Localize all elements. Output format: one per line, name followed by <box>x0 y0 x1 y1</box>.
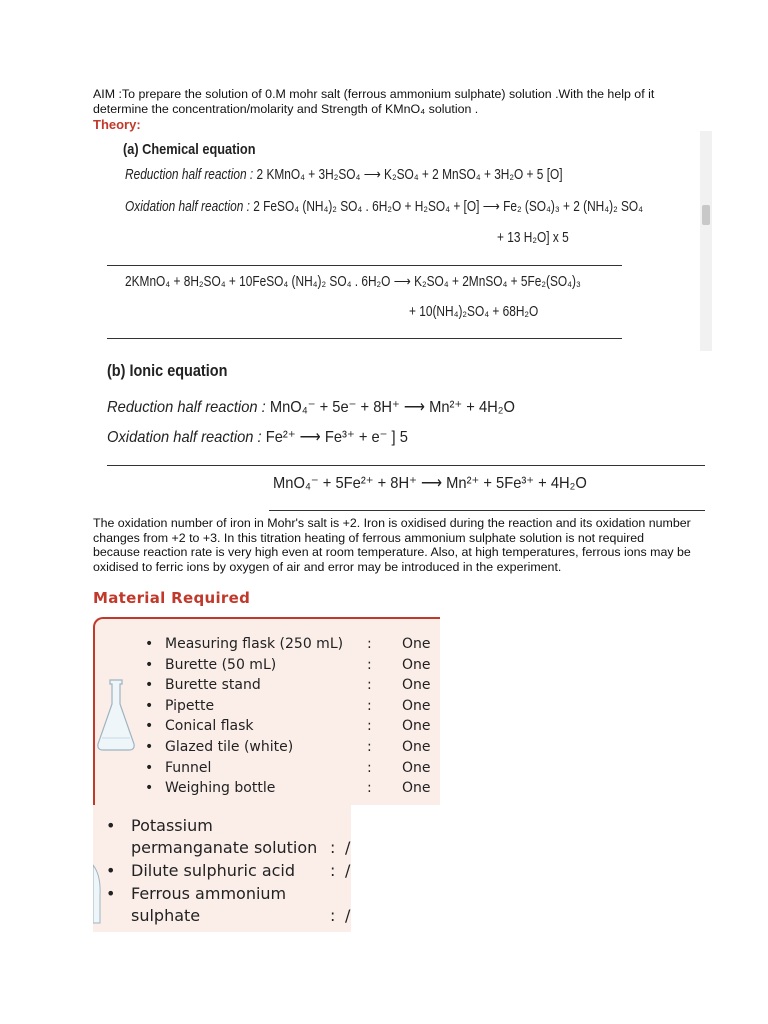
apparatus-item-colon: : <box>367 739 372 755</box>
apparatus-item-quantity: One <box>402 739 431 755</box>
conical-flask-icon <box>96 678 136 752</box>
apparatus-item-name: Burette stand <box>165 677 261 693</box>
ionic-reduction-equation: MnO₄⁻ + 5e⁻ + 8H⁺ ⟶ Mn²⁺ + 4H₂O <box>269 399 515 416</box>
equation-figure <box>93 131 713 516</box>
chemical-item-3-cut: / <box>345 906 351 925</box>
chem-oxidation-equation: 2 FeSO₄ (NH₄)₂ SO₄ . 6H₂O + H₂SO₄ + [O] ⟶ Fe₂ (SO₄)₃ + 2 (NH₄)₂ SO₄ <box>253 199 644 215</box>
apparatus-item-colon: : <box>367 698 372 714</box>
apparatus-item-quantity: One <box>402 636 431 652</box>
chemical-item-1-colon: : <box>330 838 336 857</box>
apparatus-bullet: • <box>145 780 154 796</box>
chemical-item-1-line2: permanganate solution <box>131 838 318 857</box>
divider <box>107 265 622 266</box>
apparatus-item-quantity: One <box>402 657 431 673</box>
chem-reduction-line <box>125 167 563 183</box>
ionic-oxidation-equation: Fe²⁺ ⟶ Fe³⁺ + e⁻ ] 5 <box>265 429 408 446</box>
apparatus-bullet: • <box>145 636 154 652</box>
apparatus-item-quantity: One <box>402 760 431 776</box>
aim-text: AIM :To prepare the solution of 0.M mohr salt (ferrous ammonium sulphate) solution .With the help of it determine the concentration/molarity and Strength of KMnO₄ solution . <box>93 87 655 116</box>
explanation-paragraph: The oxidation number of iron in Mohr's salt is +2. Iron is oxidised during the reaction and its oxidation number changes from +2 to +3. In this titration heating of ferrous ammonium sulphate solution is not required because reaction rate is very high even at room temperature. Also, at high temperatures, ferrous ions may be oxidised to ferric ions by oxygen of air and error may be introduced in the experiment. <box>93 516 691 574</box>
apparatus-item-quantity: One <box>402 718 431 734</box>
ionic-equation-heading: (b) Ionic equation <box>107 361 228 380</box>
ionic-reduction-line <box>107 397 515 417</box>
chem-reduction-equation: 2 KMnO₄ + 3H₂SO₄ ⟶ K₂SO₄ + 2 MnSO₄ + 3H₂O + 5 [O] <box>256 167 563 183</box>
apparatus-bullet: • <box>145 657 154 673</box>
apparatus-item-name: Weighing bottle <box>165 780 276 796</box>
apparatus-item-colon: : <box>367 780 372 796</box>
chemical-item-3-colon: : <box>330 906 336 925</box>
chemical-item-2: Dilute sulphuric acid <box>131 861 296 880</box>
chemical-item-1-cut: / <box>345 838 351 857</box>
chemical-item-3-bullet: • <box>106 884 116 903</box>
apparatus-item-colon: : <box>367 657 372 673</box>
chemical-item-1-bullet: • <box>106 816 116 835</box>
chemical-item-1-line1: Potassium <box>131 816 213 835</box>
scrollbar-thumb[interactable] <box>702 205 710 225</box>
apparatus-item-name: Funnel <box>165 760 212 776</box>
apparatus-item-name: Measuring flask (250 mL) <box>165 636 344 652</box>
chem-net-equation: 2KMnO₄ + 8H₂SO₄ + 10FeSO₄ (NH₄)₂ SO₄ . 6H₂O ⟶ K₂SO₄ + 2MnSO₄ + 5Fe₂(SO₄)₃ <box>125 274 581 290</box>
apparatus-bullet: • <box>145 739 154 755</box>
chem-oxidation-line <box>125 199 643 215</box>
apparatus-item-colon: : <box>367 760 372 776</box>
apparatus-item-colon: : <box>367 718 372 734</box>
apparatus-bullet: • <box>145 760 154 776</box>
apparatus-item-name: Conical flask <box>165 718 254 734</box>
ionic-reduction-label: Reduction half reaction : <box>107 399 266 416</box>
apparatus-item-colon: : <box>367 636 372 652</box>
chem-oxidation-continued: + 13 H₂O] x 5 <box>497 230 569 246</box>
apparatus-item-name: Glazed tile (white) <box>165 739 294 755</box>
apparatus-item-name: Burette (50 mL) <box>165 657 277 673</box>
apparatus-item-quantity: One <box>402 677 431 693</box>
theory-heading: Theory: <box>93 117 141 132</box>
chemical-item-3-line2: sulphate <box>131 906 201 925</box>
apparatus-item-quantity: One <box>402 698 431 714</box>
chemical-equation-heading: (a) Chemical equation <box>123 141 256 158</box>
ionic-net-equation: MnO₄⁻ + 5Fe²⁺ + 8H⁺ ⟶ Mn²⁺ + 5Fe³⁺ + 4H₂O <box>273 475 587 492</box>
apparatus-bullet: • <box>145 677 154 693</box>
chem-net-continued: + 10(NH₄)₂SO₄ + 68H₂O <box>409 304 539 320</box>
ionic-oxidation-line <box>107 427 408 447</box>
apparatus-bullet: • <box>145 698 154 714</box>
divider <box>107 338 622 339</box>
apparatus-item-quantity: One <box>402 780 431 796</box>
divider <box>269 510 705 511</box>
material-required-heading: Material Required <box>93 589 251 607</box>
apparatus-bullet: • <box>145 718 154 734</box>
bottle-icon <box>93 855 103 925</box>
scrollbar-track[interactable] <box>700 131 712 351</box>
chemical-item-2-bullet: • <box>106 861 116 880</box>
apparatus-item-colon: : <box>367 677 372 693</box>
divider <box>107 465 705 466</box>
apparatus-item-name: Pipette <box>165 698 215 714</box>
chemical-item-3-line1: Ferrous ammonium <box>131 884 287 903</box>
chem-reduction-label: Reduction half reaction : <box>125 167 254 183</box>
chemical-item-2-cut: / <box>345 861 351 880</box>
chemical-item-2-colon: : <box>330 861 336 880</box>
chem-oxidation-label: Oxidation half reaction : <box>125 199 250 215</box>
ionic-oxidation-label: Oxidation half reaction : <box>107 429 262 446</box>
